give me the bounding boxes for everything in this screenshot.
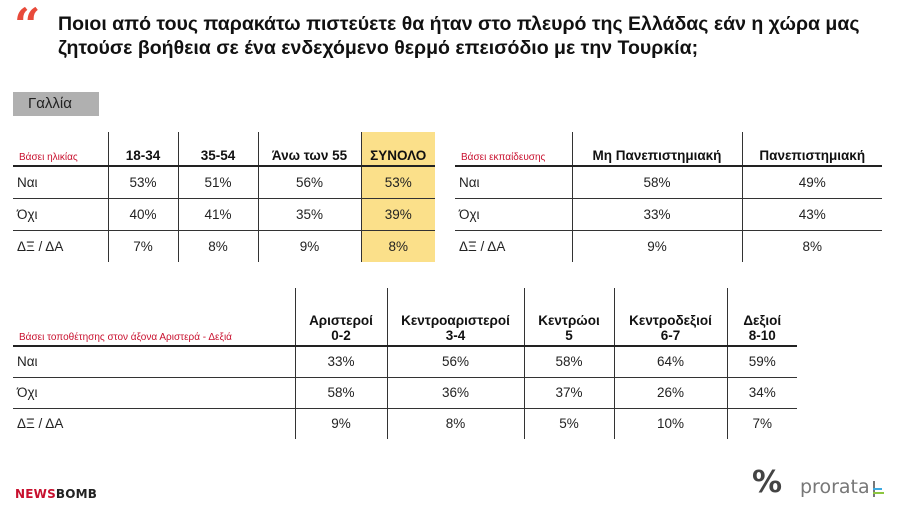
cell-value: 56% — [258, 166, 361, 198]
total-cell-value: 8% — [361, 230, 435, 262]
newsbomb-logo — [15, 487, 97, 501]
political-col-header — [727, 288, 797, 346]
cell-value: 8% — [742, 230, 882, 262]
total-cell-value: 39% — [361, 198, 435, 230]
column-range: 8-10 — [748, 328, 776, 343]
column-name: Κεντρώοι — [538, 313, 600, 328]
table-row — [455, 166, 882, 198]
table-row — [455, 230, 882, 262]
country-tag: Γαλλία — [13, 92, 99, 116]
cell-value: 8% — [387, 408, 524, 439]
row-label: Όχι — [13, 377, 295, 408]
row-label: Όχι — [13, 198, 108, 230]
row-label: ΔΞ / ΔΑ — [455, 230, 572, 262]
political-col-header — [524, 288, 614, 346]
cell-value: 10% — [614, 408, 727, 439]
table-row — [13, 346, 797, 377]
cell-value: 40% — [108, 198, 178, 230]
prorata-bars-icon — [873, 481, 887, 497]
row-label: ΔΞ / ΔΑ — [13, 408, 295, 439]
age-col-header: 18-34 — [108, 132, 178, 166]
table-row — [455, 198, 882, 230]
education-col-header: Μη Πανεπιστημιακή — [572, 132, 742, 166]
age-col-header: Άνω των 55 — [258, 132, 361, 166]
age-basis-label: Βάσει ηλικίας — [19, 152, 78, 163]
table-row — [13, 166, 435, 198]
prorata-logo-text: prorata — [800, 476, 870, 498]
political-position-table — [13, 288, 797, 439]
cell-value: 26% — [614, 377, 727, 408]
cell-value: 7% — [727, 408, 797, 439]
total-cell-value: 53% — [361, 166, 435, 198]
column-range: 3-4 — [445, 328, 466, 343]
education-col-header: Πανεπιστημιακή — [742, 132, 882, 166]
percent-logo-icon: % — [752, 465, 783, 500]
table-row — [13, 198, 435, 230]
cell-value: 64% — [614, 346, 727, 377]
education-basis-label: Βάσει εκπαίδευσης — [461, 152, 546, 163]
column-name: Κεντροαριστεροί — [401, 313, 510, 328]
cell-value: 43% — [742, 198, 882, 230]
cell-value: 49% — [742, 166, 882, 198]
cell-value: 9% — [572, 230, 742, 262]
cell-value: 9% — [258, 230, 361, 262]
column-name: Κεντροδεξιοί — [629, 313, 712, 328]
political-col-header — [614, 288, 727, 346]
cell-value: 59% — [727, 346, 797, 377]
row-label: Όχι — [455, 198, 572, 230]
table-row — [13, 408, 797, 439]
cell-value: 56% — [387, 346, 524, 377]
question-title: Ποιοι από τους παρακάτω πιστεύετε θα ήταν στο πλευρό της Ελλάδας εάν η χώρα μας ζητούσε βοήθεια σε ένα ενδεχόμενο θερμό επεισόδιο με την Τουρκία; — [58, 13, 860, 59]
column-name: Δεξιοί — [743, 313, 782, 328]
table-row — [13, 230, 435, 262]
cell-value: 34% — [727, 377, 797, 408]
cell-value: 9% — [295, 408, 387, 439]
political-col-header — [387, 288, 524, 346]
cell-value: 7% — [108, 230, 178, 262]
row-label: ΔΞ / ΔΑ — [13, 230, 108, 262]
cell-value: 51% — [178, 166, 258, 198]
column-name: Αριστεροί — [309, 313, 373, 328]
column-range: 6-7 — [660, 328, 681, 343]
column-range: 0-2 — [331, 328, 351, 343]
newsbomb-logo-part: NEWS — [15, 487, 56, 501]
cell-value: 41% — [178, 198, 258, 230]
cell-value: 33% — [572, 198, 742, 230]
row-label: Ναι — [455, 166, 572, 198]
newsbomb-logo-part: BOMB — [55, 487, 98, 501]
cell-value: 36% — [387, 377, 524, 408]
cell-value: 8% — [178, 230, 258, 262]
political-basis-label: Βάσει τοποθέτησης στον άξονα Αριστερά - Δεξιά — [19, 332, 232, 343]
row-label: Ναι — [13, 166, 108, 198]
cell-value: 53% — [108, 166, 178, 198]
age-col-header: 35-54 — [178, 132, 258, 166]
cell-value: 35% — [258, 198, 361, 230]
cell-value: 58% — [524, 346, 614, 377]
cell-value: 58% — [295, 377, 387, 408]
political-col-header — [295, 288, 387, 346]
age-table — [13, 132, 435, 262]
table-row — [13, 377, 797, 408]
cell-value: 5% — [524, 408, 614, 439]
cell-value: 37% — [524, 377, 614, 408]
column-range: 5 — [565, 328, 573, 343]
cell-value: 58% — [572, 166, 742, 198]
prorata-logo — [800, 478, 887, 497]
quote-mark-icon: “ — [14, 0, 41, 52]
row-label: Ναι — [13, 346, 295, 377]
cell-value: 33% — [295, 346, 387, 377]
total-col-header: ΣΥΝΟΛΟ — [361, 132, 435, 166]
education-table — [455, 132, 882, 262]
